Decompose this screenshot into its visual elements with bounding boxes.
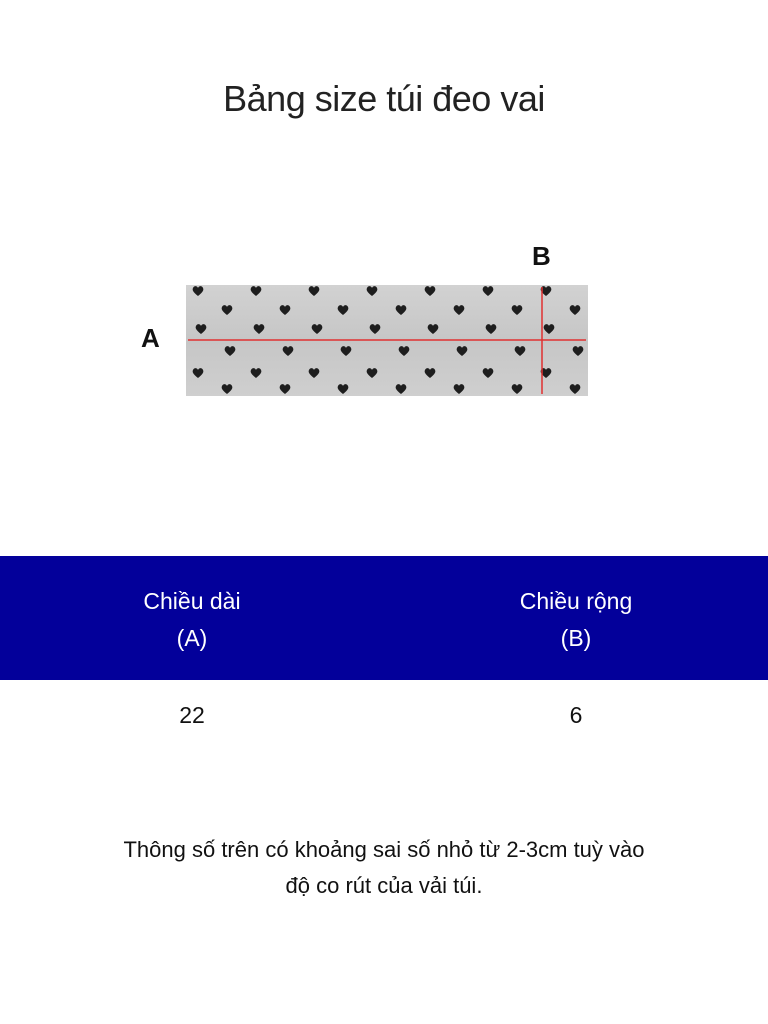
bag-strap-diagram bbox=[0, 230, 768, 430]
header-width-code: (B) bbox=[560, 625, 592, 651]
header-width bbox=[384, 556, 768, 680]
header-width-label: Chiều rộng bbox=[519, 588, 633, 614]
size-table-row bbox=[0, 680, 768, 750]
tolerance-note bbox=[84, 832, 684, 904]
size-table-header bbox=[0, 556, 768, 680]
value-width: 6 bbox=[569, 702, 583, 728]
page-title: Bảng size túi đeo vai bbox=[223, 78, 545, 119]
label-b: B bbox=[532, 241, 551, 271]
header-length bbox=[0, 556, 384, 680]
value-length: 22 bbox=[179, 702, 205, 728]
heart-print-strap-image bbox=[186, 285, 588, 396]
tolerance-note-line-1: Thông số trên có khoảng sai số nhỏ từ 2-3cm tuỳ vào bbox=[123, 837, 645, 862]
header-length-label: Chiều dài bbox=[143, 588, 241, 614]
tolerance-note-line-2: độ co rút của vải túi. bbox=[285, 873, 483, 898]
header-length-code: (A) bbox=[176, 625, 208, 651]
label-a: A bbox=[141, 323, 160, 353]
